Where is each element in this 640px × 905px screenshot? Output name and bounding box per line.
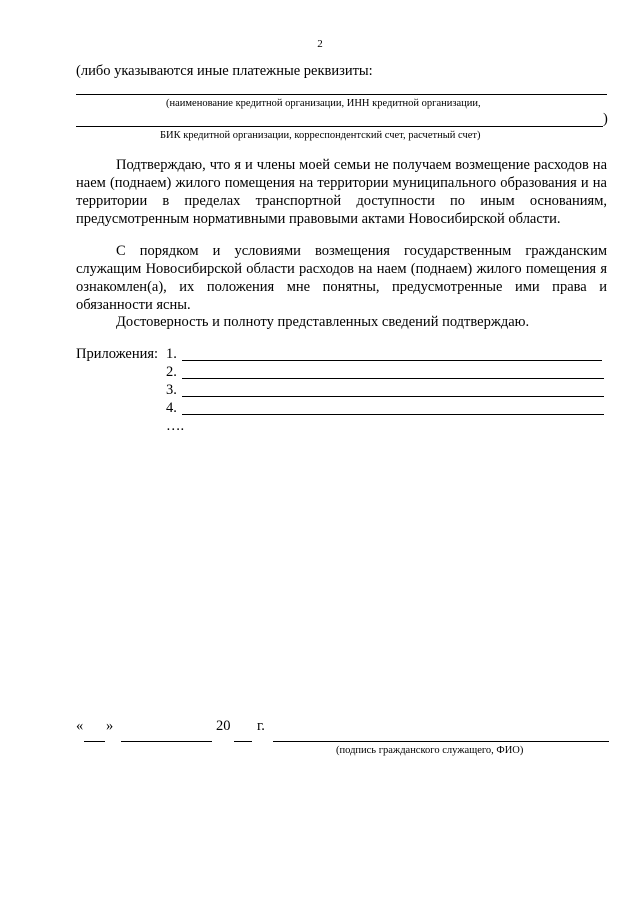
attachment-line (182, 414, 604, 415)
attachment-line (182, 378, 604, 379)
date-year-suffix: г. (257, 718, 265, 734)
date-month-line (121, 741, 212, 742)
attachment-number: 2. (166, 364, 177, 380)
date-year-prefix: 20 (216, 718, 231, 734)
bank-codes-caption: БИК кредитной организации, корреспондентский счет, расчетный счет) (160, 130, 481, 141)
attachments-ellipsis: …. (166, 418, 185, 434)
page-number: 2 (317, 38, 323, 50)
date-close-quote: » (106, 718, 114, 734)
signature-line (273, 741, 609, 742)
date-day-line (84, 741, 105, 742)
payment-details-intro: (либо указываются иные платежные реквизиты: (76, 63, 373, 79)
bank-codes-line (76, 126, 603, 127)
confirmation-paragraph: Подтверждаю, что я и члены моей семьи не получаем возмещение расходов на наем (поднаем) жилого помещения на территории муниципального образования и на территории в пределах транспортной доступности по иным основаниям, предусмотренным нормативными правовыми актами Новосибирской области. (76, 157, 607, 227)
attachments-label: Приложения: (76, 346, 159, 362)
accuracy-paragraph: Достоверность и полноту представленных сведений подтверждаю. (116, 314, 530, 330)
acknowledgement-paragraph: С порядком и условиями возмещения государственным гражданским служащим Новосибирской области расходов на наем (поднаем) жилого помещения я ознакомлен(а), их положения мне понятны, предусмотренные ими права и обязанности ясны. (76, 243, 607, 313)
signature-caption: (подпись гражданского служащего, ФИО) (336, 745, 524, 756)
attachment-number: 4. (166, 400, 177, 416)
closing-paren: ) (603, 111, 608, 127)
bank-name-caption: (наименование кредитной организации, ИНН кредитной организации, (166, 98, 481, 109)
attachment-number: 3. (166, 382, 177, 398)
date-open-quote: « (76, 718, 84, 734)
attachment-number: 1. (166, 346, 177, 362)
date-year-line (234, 741, 252, 742)
bank-name-line (76, 94, 607, 95)
attachment-line (182, 360, 602, 361)
attachment-line (182, 396, 604, 397)
